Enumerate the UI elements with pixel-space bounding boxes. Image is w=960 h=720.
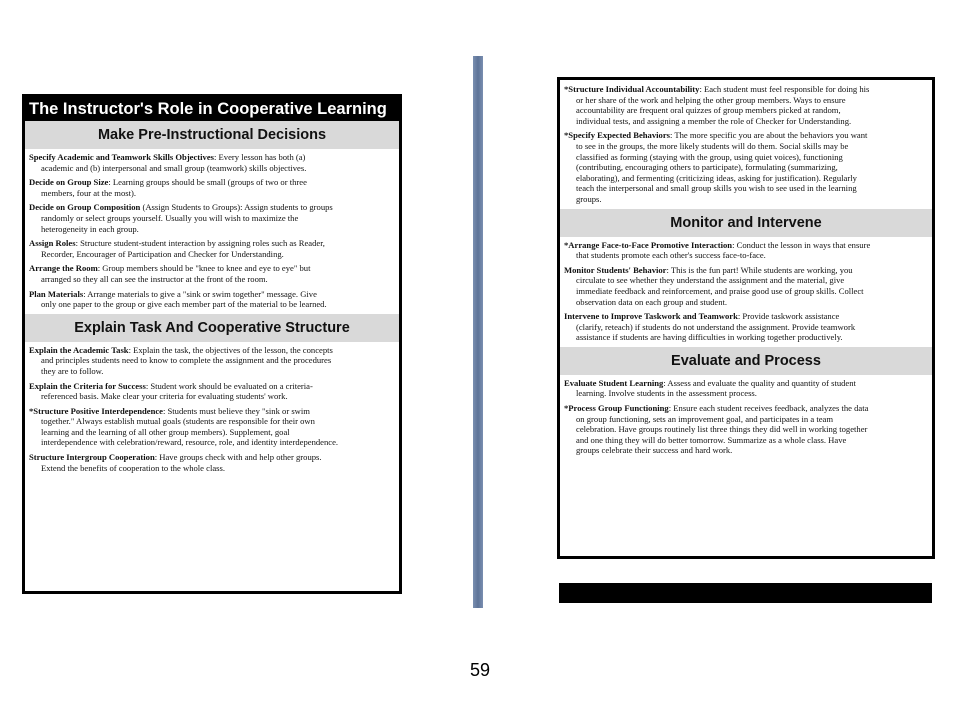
text-paragraph <box>25 238 399 259</box>
text-line: Recorder, Encourager of Participation and Checker for Understanding. <box>41 248 284 259</box>
text-line: (contributing, encouraging others to participate), formulating (summarizing, <box>576 162 838 173</box>
text-line: (clarify, reteach) if students do not understand the assignment. Provide teamwork <box>576 321 856 332</box>
text-line: elaborating), and fermenting (criticizing ideas, asking for justification). Regularly <box>576 172 857 183</box>
text-paragraph <box>25 381 399 402</box>
text-line: and one thing they will do better tomorrow. Summarize as a whole class. Have <box>576 434 847 445</box>
text-paragraph <box>560 311 932 343</box>
text-line: observation data on each group and student. <box>576 296 728 307</box>
text-line: to see in the groups, the more likely students will do them. Social skills may be <box>576 140 849 151</box>
text-line: *Structure Positive Interdependence: Students must believe they "sink or swim <box>29 405 310 416</box>
text-line: Assign Roles: Structure student-student interaction by assigning roles such as Reader, <box>29 238 325 249</box>
text-line: groups celebrate their success and hard work. <box>576 445 733 456</box>
text-paragraph <box>25 177 399 198</box>
text-paragraph <box>560 403 932 456</box>
text-line: *Process Group Functioning: Ensure each student receives feedback, analyzes the data <box>564 403 869 414</box>
text-paragraph <box>25 152 399 173</box>
section-heading: Make Pre-Instructional Decisions <box>25 121 399 149</box>
right-page-content <box>560 209 932 457</box>
text-line: heterogeneity in each group. <box>41 223 139 234</box>
text-line: they are to follow. <box>41 365 104 376</box>
text-line: together." Always establish mutual goals (students are responsible for their own <box>41 416 315 427</box>
text-paragraph <box>560 84 932 126</box>
text-paragraph <box>560 130 932 204</box>
text-line: randomly or select groups yourself. Usually you will wish to maximize the <box>41 212 299 223</box>
left-document-page <box>22 94 402 594</box>
section-heading: Monitor and Intervene <box>560 209 932 237</box>
text-line: teach the interpersonal and small group skills you wish to see used in the learning <box>576 183 857 194</box>
text-paragraph <box>25 345 399 377</box>
text-paragraph <box>25 263 399 284</box>
text-line: Intervene to Improve Taskwork and Teamwork: Provide taskwork assistance <box>564 311 840 322</box>
text-paragraph <box>560 378 932 399</box>
text-line: that students promote each other's success face-to-face. <box>576 250 766 261</box>
text-line: celebration. Have groups routinely list three things they did well in working together <box>576 424 868 435</box>
page-divider <box>473 56 483 608</box>
text-paragraph <box>560 265 932 307</box>
text-line: Structure Intergroup Cooperation: Have groups check with and help other groups. <box>29 452 322 463</box>
text-line: Explain the Academic Task: Explain the task, the objectives of the lesson, the concepts <box>29 344 333 355</box>
text-line: Specify Academic and Teamwork Skills Objectives: Every lesson has both (a) <box>29 152 306 162</box>
document-title: The Instructor's Role in Cooperative Learning <box>25 97 399 121</box>
text-paragraph <box>25 406 399 448</box>
text-line: and principles students need to know to complete the assignment and the procedures <box>41 355 332 366</box>
section-body <box>25 149 399 310</box>
text-line: groups. <box>576 193 602 204</box>
text-line: learning and the learning of all other group members). Supplement, goal <box>41 426 290 437</box>
text-line: immediate feedback and reinforcement, and praise good use of group skills. Collect <box>576 285 864 296</box>
text-line: Evaluate Student Learning: Assess and evaluate the quality and quantity of student <box>564 377 856 388</box>
text-paragraph <box>25 202 399 234</box>
text-line: Explain the Criteria for Success: Student work should be evaluated on a criteria- <box>29 380 313 391</box>
text-line: Extend the benefits of cooperation to the whole class. <box>41 462 225 473</box>
section-body <box>560 375 932 456</box>
text-line: *Specify Expected Behaviors: The more specific you are about the behaviors you want <box>564 130 868 141</box>
left-page-content <box>25 121 399 473</box>
text-line: arranged so they all can see the instructor at the front of the room. <box>41 273 268 284</box>
text-line: *Structure Individual Accountability: Each student must feel responsible for doing his <box>564 84 870 94</box>
text-line: referenced basis. Make clear your criteria for evaluating students' work. <box>41 391 288 402</box>
text-paragraph <box>560 240 932 261</box>
black-bar <box>559 583 932 603</box>
text-line: Decide on Group Size: Learning groups should be small (groups of two or three <box>29 177 307 188</box>
text-line: Arrange the Room: Group members should be "knee to knee and eye to eye" but <box>29 263 311 274</box>
text-line: academic and (b) interpersonal and small group (teamwork) skills objectives. <box>41 162 307 173</box>
section-heading: Explain Task And Cooperative Structure <box>25 314 399 342</box>
section-body <box>25 342 399 474</box>
text-paragraph <box>25 452 399 473</box>
text-line: individual tests, and assigning a member the role of Checker for Understanding. <box>576 115 852 126</box>
text-line: assistance if students are having difficulties in working together productively. <box>576 332 843 343</box>
page-number: 59 <box>469 660 491 680</box>
text-line: members, four at the most). <box>41 187 136 198</box>
text-paragraph <box>25 289 399 310</box>
text-line: *Arrange Face-to-Face Promotive Interaction: Conduct the lesson in ways that ensure <box>564 239 871 250</box>
right-page-intro <box>560 80 932 205</box>
right-document-page <box>557 77 935 559</box>
text-line: circulate to see whether they understand the assignment and the material, give <box>576 275 845 286</box>
section-body <box>560 237 932 343</box>
text-line: or her share of the work and helping the other group members. Ways to ensure <box>576 94 846 105</box>
text-line: on group functioning, sets an improvement goal, and participates in a team <box>576 413 834 424</box>
text-line: Plan Materials: Arrange materials to give a "sink or swim together" message. Give <box>29 288 317 299</box>
text-line: learning. Involve students in the assessment process. <box>576 388 757 399</box>
text-line: classified as forming (staying with the group, using quiet voices), functioning <box>576 151 843 162</box>
section-heading: Evaluate and Process <box>560 347 932 375</box>
text-line: only one paper to the group or give each member part of the material to be learned. <box>41 299 327 310</box>
text-line: Decide on Group Composition (Assign Students to Groups): Assign students to groups <box>29 202 333 213</box>
text-line: Monitor Students' Behavior: This is the fun part! While students are working, you <box>564 264 853 275</box>
text-line: interdependence with celebration/reward, resource, role, and identity interdependence. <box>41 437 339 448</box>
text-line: accountability are frequent oral quizzes of group members picked at random, <box>576 105 841 116</box>
